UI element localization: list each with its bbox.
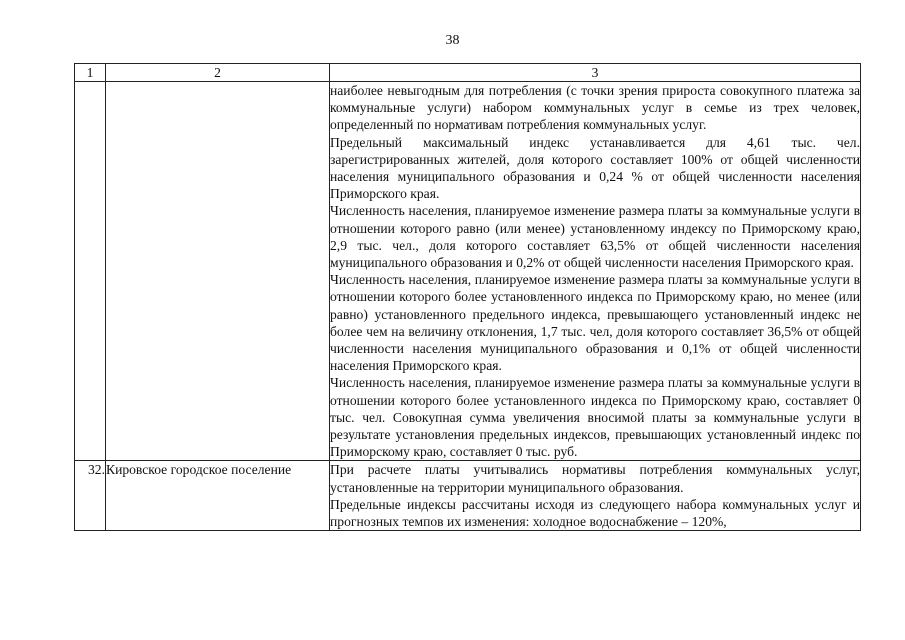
description-cell bbox=[330, 82, 861, 461]
municipal-index-table bbox=[74, 63, 861, 531]
row-number-cell bbox=[75, 82, 106, 461]
paragraph: Предельный максимальный индекс устанавливается для 4,61 тыс. чел. зарегистрированных жителей, доля которого составляет 100% от общей численности населения муниципального образования и 0,24 % от общей численности населения Приморского края. bbox=[330, 134, 860, 202]
paragraph: Численность населения, планируемое изменение размера платы за коммунальные услуги в отношении которого равно (или менее) установленному индексу по Приморскому краю, 2,9 тыс. чел., доля которого составляет 63,5% от общей численности населения муниципального образования и 0,2% от общей численности населения Приморского края. bbox=[330, 203, 860, 271]
municipality-name-cell: Кировское городское поселение bbox=[106, 461, 330, 531]
paragraph: Численность населения, планируемое изменение размера платы за коммунальные услуги в отношении которого более установленного индекса по Приморскому краю, но менее (или равно) установленного предельного индекса, превышающего установленный индекс не более чем на величину отклонения, 1,7 тыс. чел, доля которого составляет 36,5% от общей численности населения муниципального образования и 0,1% от общей численности населения Приморского края. bbox=[330, 272, 860, 374]
table-row bbox=[75, 82, 861, 461]
header-col-1: 1 bbox=[75, 64, 106, 82]
paragraph: Предельные индексы рассчитаны исходя из следующего набора коммунальных услуг и прогнозных темпов их изменения: холодное водоснабжение – 120%, bbox=[330, 496, 860, 530]
page-number: 38 bbox=[445, 33, 460, 48]
header-col-3: 3 bbox=[330, 64, 861, 82]
header-col-2: 2 bbox=[106, 64, 330, 82]
paragraph: При расчете платы учитывались нормативы потребления коммунальных услуг, установленные на территории муниципального образования. bbox=[330, 462, 860, 495]
row-number-cell: 32. bbox=[75, 461, 106, 531]
paragraph: наиболее невыгодным для потребления (с точки зрения прироста совокупного платежа за коммунальные услуги) набором коммунальных услуг в семье из трех человек, определенный по нормативам потребления коммунальных услуг. bbox=[330, 83, 860, 133]
paragraph: Численность населения, планируемое изменение размера платы за коммунальные услуги в отношении которого более установленного индекса по Приморскому краю, составляет 0 тыс. чел. Совокупная сумма увеличения вносимой платы за коммунальные услуги в результате установления предельных индексов, превышающих установленный индекс по Приморскому краю, составляет 0 тыс. руб. bbox=[330, 375, 860, 460]
municipality-name-cell bbox=[106, 82, 330, 461]
table-header-row bbox=[75, 64, 861, 82]
table-row bbox=[75, 461, 861, 531]
description-cell bbox=[330, 461, 861, 531]
